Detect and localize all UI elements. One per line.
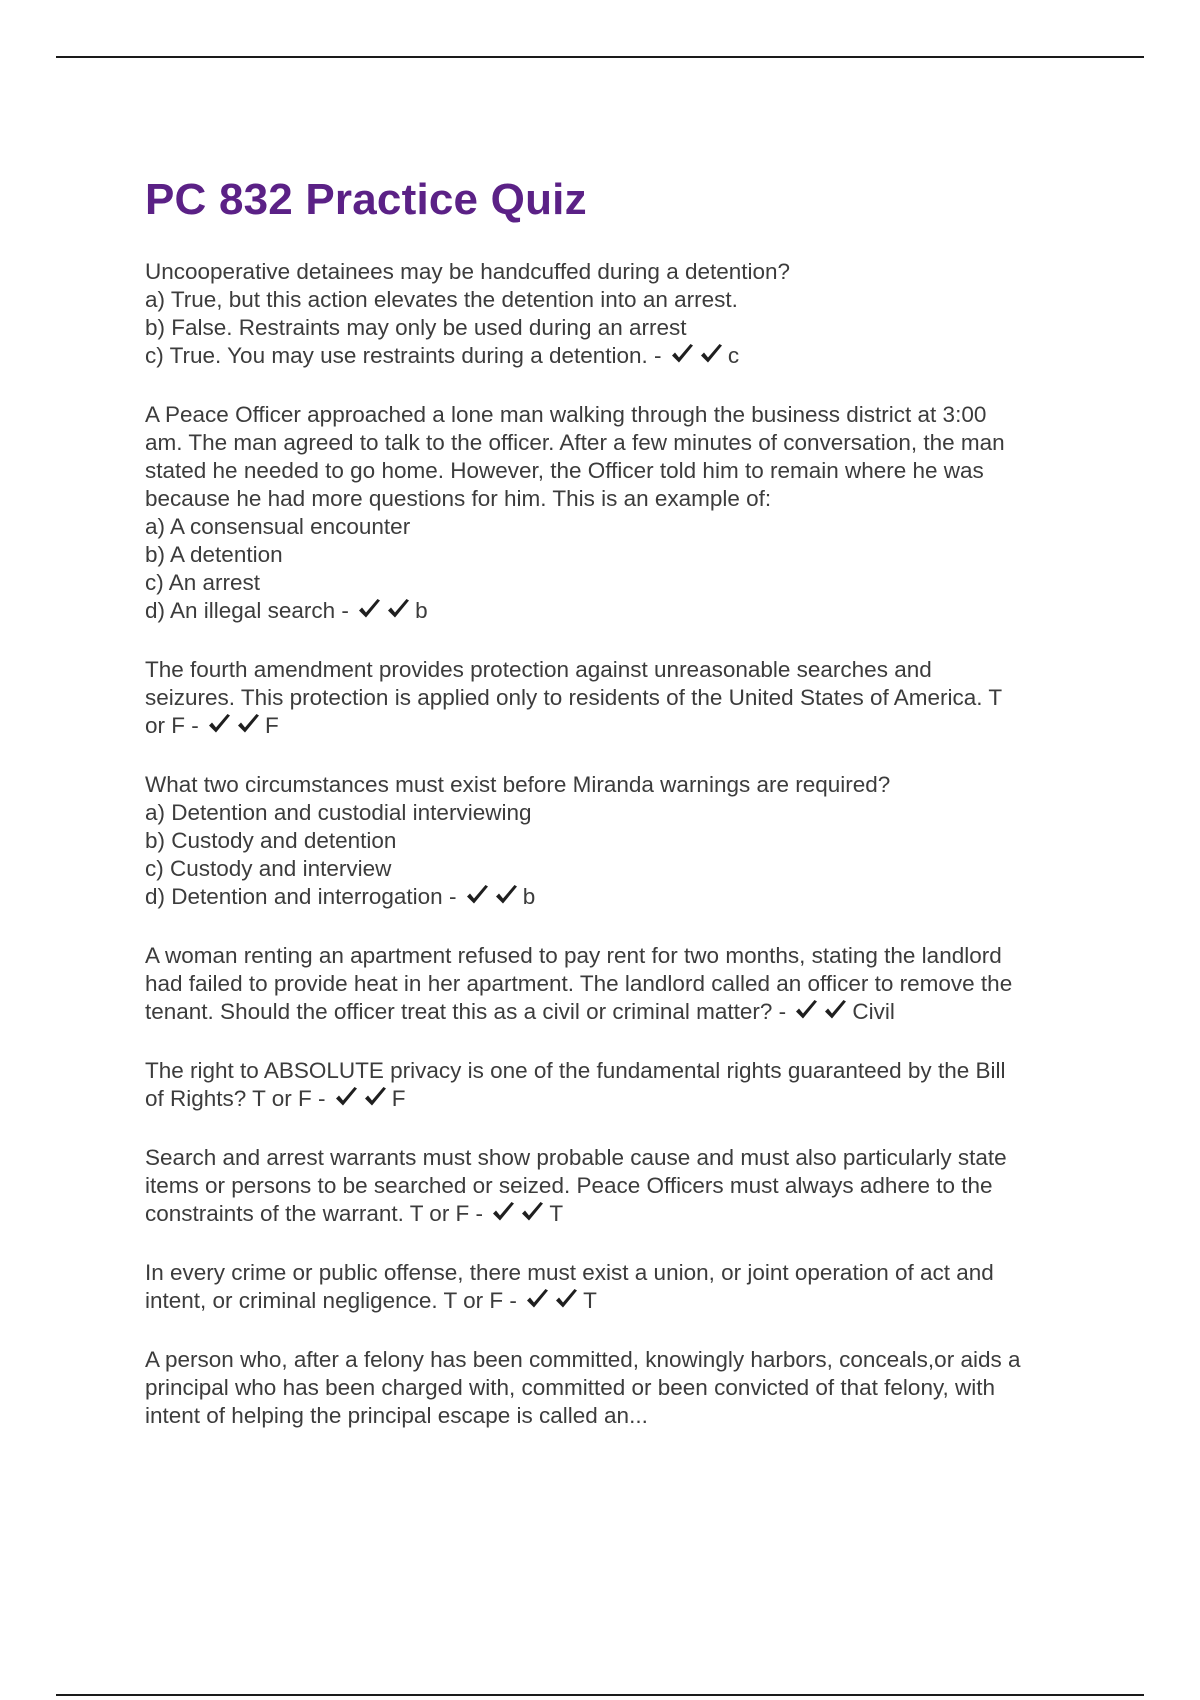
answer-line [145, 1200, 1095, 1230]
answer-checkmarks [491, 1201, 549, 1230]
question-text-line: am. The man agreed to talk to the officer. After a few minutes of conversation, the man [145, 430, 1005, 455]
top-rule [56, 56, 1144, 58]
check-icon [334, 1086, 359, 1108]
question-block [145, 258, 1095, 372]
check-icon [670, 343, 695, 365]
answer-prefix: d) An illegal search - [145, 598, 349, 623]
question-text-line: b) A detention [145, 542, 283, 567]
answer-value: F [265, 713, 279, 738]
question-block [145, 771, 1095, 913]
question-block [145, 401, 1095, 627]
answer-line [145, 1085, 1095, 1115]
question-block [145, 1259, 1095, 1317]
question-text-line: because he had more questions for him. This is an example of: [145, 486, 772, 511]
answer-value: F [391, 1086, 406, 1111]
check-icon [554, 1288, 579, 1310]
quiz-document [145, 170, 1095, 1459]
question-text-line: A woman renting an apartment refused to pay rent for two months, stating the landlord [145, 943, 1002, 968]
question-text-line: principal who has been charged with, committed or been convicted of that felony, with [145, 1375, 996, 1400]
check-icon [494, 884, 519, 906]
question-text-line: Uncooperative detainees may be handcuffed during a detention? [145, 259, 791, 284]
answer-value: Civil [852, 999, 895, 1024]
answer-prefix: intent, or criminal negligence. T or F - [145, 1288, 517, 1313]
question-text-line: intent of helping the principal escape is called an... [145, 1403, 648, 1428]
check-icon [207, 713, 232, 735]
question-text-line: c) Custody and interview [145, 856, 392, 881]
bottom-rule [56, 1694, 1144, 1696]
check-icon [699, 343, 724, 365]
question-block [145, 656, 1095, 742]
answer-line [145, 1287, 1095, 1317]
check-icon [794, 999, 819, 1021]
check-icon [520, 1201, 545, 1223]
check-icon [357, 598, 382, 620]
question-block [145, 942, 1095, 1028]
question-text-line: b) Custody and detention [145, 828, 397, 853]
answer-value: T [583, 1288, 597, 1313]
question-text-line: What two circumstances must exist before Miranda warnings are required? [145, 772, 891, 797]
question-text-line: items or persons to be searched or seized. Peace Officers must always adhere to the [145, 1173, 993, 1198]
answer-prefix: of Rights? T or F - [145, 1086, 326, 1111]
answer-line [145, 998, 1095, 1028]
question-block [145, 1346, 1095, 1430]
question-text-line: a) A consensual encounter [145, 514, 411, 539]
answer-line [145, 342, 1095, 372]
question-text-line: had failed to provide heat in her apartment. The landlord called an officer to remove the [145, 971, 1013, 996]
question-text-line: a) True, but this action elevates the detention into an arrest. [145, 287, 738, 312]
question-text-line: Search and arrest warrants must show probable cause and must also particularly state [145, 1145, 1007, 1170]
check-icon [525, 1288, 550, 1310]
question-text-line: stated he needed to go home. However, the Officer told him to remain where he was [145, 458, 984, 483]
answer-line [145, 883, 1095, 913]
question-list [145, 258, 1095, 1430]
answer-prefix: tenant. Should the officer treat this as a civil or criminal matter? - [145, 999, 787, 1024]
answer-checkmarks [334, 1086, 392, 1115]
answer-prefix: or F - [145, 713, 199, 738]
check-icon [465, 884, 490, 906]
question-text-line: In every crime or public offense, there must exist a union, or joint operation of act and [145, 1260, 994, 1285]
check-icon [363, 1086, 388, 1108]
answer-checkmarks [670, 343, 728, 372]
question-text-line: seizures. This protection is applied only to residents of the United States of America. T [145, 685, 1003, 710]
answer-value: b [522, 884, 536, 909]
answer-prefix: constraints of the warrant. T or F - [145, 1201, 484, 1226]
answer-checkmarks [465, 884, 523, 913]
answer-prefix: d) Detention and interrogation - [145, 884, 457, 909]
check-icon [236, 713, 261, 735]
question-text-line: A Peace Officer approached a lone man walking through the business district at 3:00 [145, 402, 987, 427]
answer-checkmarks [525, 1288, 583, 1317]
answer-value: T [549, 1201, 564, 1226]
question-text-line: b) False. Restraints may only be used during an arrest [145, 315, 687, 340]
answer-value: c [727, 343, 740, 368]
question-text-line: a) Detention and custodial interviewing [145, 800, 532, 825]
answer-checkmarks [207, 713, 265, 742]
answer-checkmarks [794, 999, 852, 1028]
answer-value: b [415, 598, 428, 623]
check-icon [386, 598, 411, 620]
answer-line [145, 597, 1095, 627]
answer-line [145, 712, 1095, 742]
question-text-line: The fourth amendment provides protection against unreasonable searches and [145, 657, 932, 682]
question-text-line: The right to ABSOLUTE privacy is one of the fundamental rights guaranteed by the Bill [145, 1058, 1006, 1083]
answer-prefix: c) True. You may use restraints during a detention. - [145, 343, 662, 368]
answer-checkmarks [357, 598, 415, 627]
question-block [145, 1144, 1095, 1230]
check-icon [491, 1201, 516, 1223]
page-title: PC 832 Practice Quiz [145, 175, 587, 224]
question-text-line: c) An arrest [145, 570, 261, 595]
question-block [145, 1057, 1095, 1115]
question-text-line: A person who, after a felony has been committed, knowingly harbors, conceals,or aids a [145, 1347, 1021, 1372]
check-icon [823, 999, 848, 1021]
